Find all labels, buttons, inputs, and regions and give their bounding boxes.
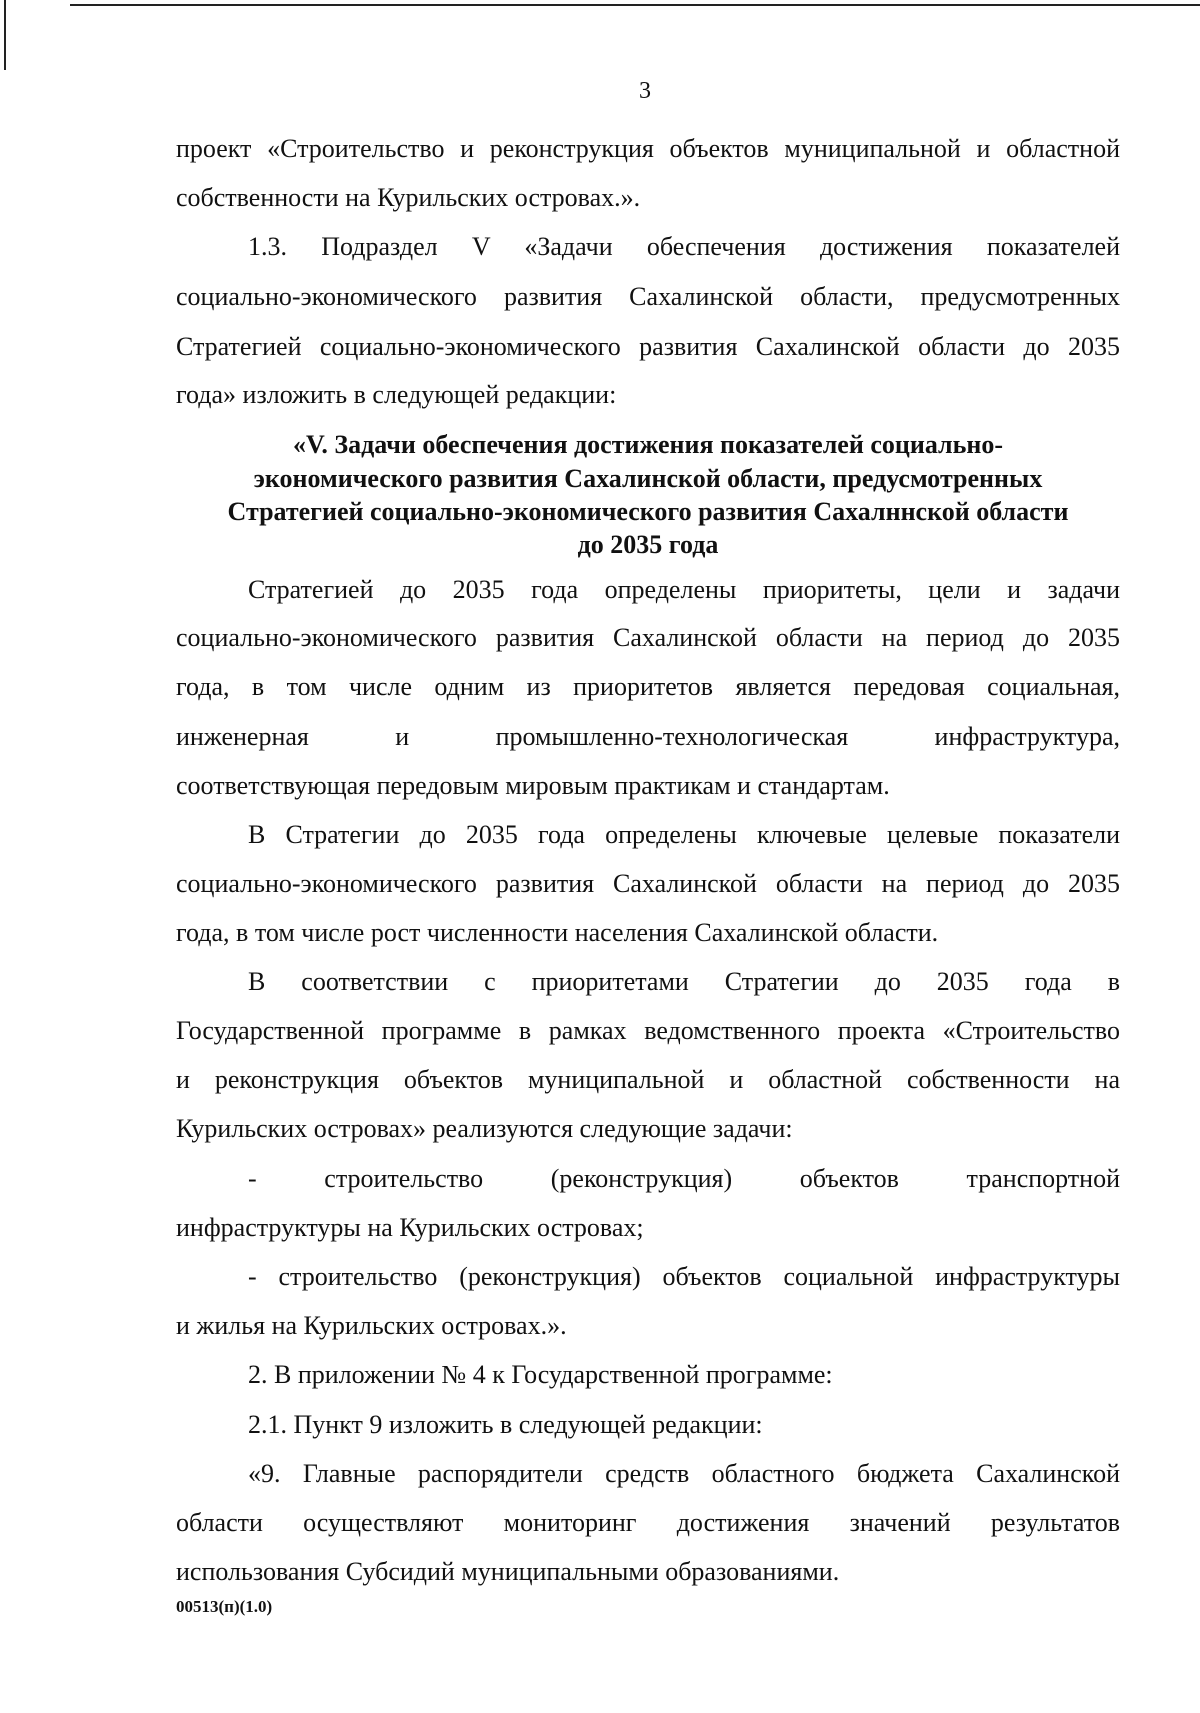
- list-item-line: - строительство (реконструкция) объектов транспортной: [248, 1164, 1120, 1193]
- text-line: «9. Главные распорядители средств областного бюджета Сахалинской: [248, 1459, 1120, 1488]
- list-item-line: инфраструктуры на Курильских островах;: [176, 1213, 644, 1242]
- text-line: социально-экономического развития Сахалинской области, предусмотренных: [176, 282, 1120, 311]
- text-line: соответствующая передовым мировым практикам и стандартам.: [176, 771, 890, 800]
- text-line: 1.3. Подраздел V «Задачи обеспечения достижения показателей: [248, 232, 1120, 261]
- text-line: 2. В приложении № 4 к Государственной программе:: [248, 1360, 833, 1389]
- text-line: В соответствии с приоритетами Стратегии до 2035 года в: [248, 967, 1120, 996]
- text-line: года, в том числе одним из приоритетов является передовая социальная,: [176, 672, 1120, 701]
- text-line: проект «Строительство и реконструкция объектов муниципальной и областной: [176, 134, 1120, 163]
- list-item-line: - строительство (реконструкция) объектов социальной инфраструктуры: [248, 1262, 1120, 1291]
- text-line: года» изложить в следующей редакции:: [176, 380, 617, 409]
- text-line: года, в том числе рост численности населения Сахалинской области.: [176, 918, 939, 947]
- text-line: собственности на Курильских островах.».: [176, 183, 641, 212]
- section-heading-line: экономического развития Сахалинской области, предусмотренных: [253, 464, 1043, 493]
- section-heading-line: «V. Задачи обеспечения достижения показателей социально-: [292, 430, 1004, 459]
- text-line: Курильских островах» реализуются следующие задачи:: [176, 1114, 793, 1143]
- list-item-line: и жилья на Курильских островах.».: [176, 1311, 567, 1340]
- section-heading-line: до 2035 года: [577, 530, 719, 559]
- document-code: 00513(п)(1.0): [176, 1597, 273, 1616]
- text-line: использования Субсидий муниципальными образованиями.: [176, 1557, 840, 1586]
- word: промышленно-технологическая: [495, 722, 849, 751]
- scan-border-top: [70, 4, 1200, 6]
- section-heading-line: Стратегией социально-экономического развития Сахалннской области: [227, 497, 1069, 526]
- text-line: и реконструкция объектов муниципальной и областной собственности на: [176, 1065, 1120, 1094]
- word: инженерная: [176, 722, 309, 751]
- scan-border-left: [4, 0, 6, 70]
- text-line: 2.1. Пункт 9 изложить в следующей редакции:: [248, 1410, 763, 1439]
- text-line: Государственной программе в рамках ведомственного проекта «Строительство: [176, 1016, 1120, 1045]
- text-line: Стратегией социально-экономического развития Сахалинской области до 2035: [176, 332, 1120, 361]
- text-line: [176, 722, 1120, 752]
- page-number: 3: [639, 78, 651, 104]
- text-line: В Стратегии до 2035 года определены ключевые целевые показатели: [248, 820, 1120, 849]
- text-line: Стратегией до 2035 года определены приоритеты, цели и задачи: [248, 575, 1120, 604]
- text-line: социально-экономического развития Сахалинской области на период до 2035: [176, 623, 1120, 652]
- word: и: [395, 722, 410, 751]
- word: инфраструктура,: [934, 722, 1120, 751]
- text-line: социально-экономического развития Сахалинской области на период до 2035: [176, 869, 1120, 898]
- text-line: области осуществляют мониторинг достижения значений результатов: [176, 1508, 1120, 1537]
